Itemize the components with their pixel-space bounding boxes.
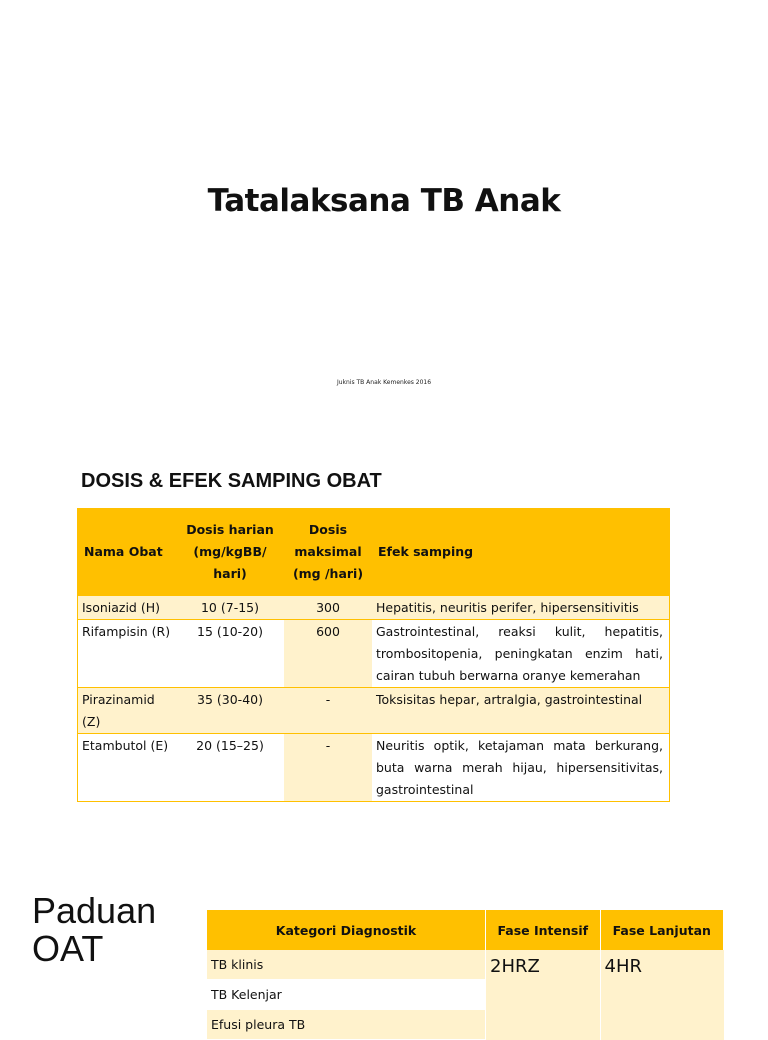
header-daily-line: hari) bbox=[213, 566, 247, 581]
header-drug-name: Nama Obat bbox=[78, 508, 177, 596]
header-intensive: Fase Intensif bbox=[486, 910, 601, 950]
table-row bbox=[78, 596, 670, 620]
max-dose-cell: 600 bbox=[284, 620, 372, 688]
daily-dose-cell: 15 (10-20) bbox=[176, 620, 284, 688]
oat-table-header-row bbox=[207, 910, 724, 950]
side-effect-cell: Neuritis optik, ketajaman mata berkurang, buta warna merah hijau, hipersensitivitas, gastrointestinal bbox=[372, 734, 670, 802]
continuation-phase-cell: 4HR bbox=[600, 950, 723, 1040]
dose-table bbox=[77, 508, 670, 802]
slide-title: Tatalaksana TB Anak bbox=[207, 183, 561, 219]
dose-table-header-row bbox=[78, 508, 670, 596]
side-effect-cell: Gastrointestinal, reaksi kulit, hepatitis, trombositopenia, peningkatan enzim hati, cairan tubuh berwarna oranye kemerahan bbox=[372, 620, 670, 688]
header-max-line: Dosis bbox=[308, 522, 348, 537]
daily-dose-cell: 20 (15–25) bbox=[176, 734, 284, 802]
header-continuation: Fase Lanjutan bbox=[600, 910, 723, 950]
header-side-effects: Efek samping bbox=[372, 508, 670, 596]
oat-heading-line: Paduan bbox=[32, 890, 157, 931]
source-note: Juknis TB Anak Kemenkes 2016 bbox=[336, 379, 432, 386]
drug-name-cell: Isoniazid (H) bbox=[78, 596, 177, 620]
drug-name-cell: Etambutol (E) bbox=[78, 734, 177, 802]
drug-name-cell: Rifampisin (R) bbox=[78, 620, 177, 688]
oat-heading-line: OAT bbox=[32, 928, 104, 969]
daily-dose-cell: 10 (7-15) bbox=[176, 596, 284, 620]
category-cell: TB klinis bbox=[207, 950, 486, 980]
category-cell: TB Kelenjar bbox=[207, 980, 486, 1010]
header-category: Kategori Diagnostik bbox=[207, 910, 486, 950]
daily-dose-cell: 35 (30-40) bbox=[176, 688, 284, 734]
header-daily-dose bbox=[176, 508, 284, 596]
dose-section-heading: DOSIS & EFEK SAMPING OBAT bbox=[81, 470, 382, 492]
header-daily-line: Dosis harian bbox=[186, 522, 274, 537]
header-max-line: maksimal bbox=[294, 544, 362, 559]
table-row bbox=[78, 688, 670, 734]
max-dose-cell: - bbox=[284, 688, 372, 734]
max-dose-cell: - bbox=[284, 734, 372, 802]
header-daily-line: (mg/kgBB/ bbox=[193, 544, 267, 559]
side-effect-cell: Toksisitas hepar, artralgia, gastrointestinal bbox=[372, 688, 670, 734]
drug-name-cell: Pirazinamid (Z) bbox=[78, 688, 177, 734]
header-max-line: (mg /hari) bbox=[292, 566, 364, 581]
oat-section-heading bbox=[32, 892, 156, 968]
oat-table bbox=[207, 910, 724, 1040]
table-row bbox=[207, 950, 724, 980]
table-row bbox=[78, 620, 670, 688]
max-dose-cell: 300 bbox=[284, 596, 372, 620]
intensive-phase-cell: 2HRZ bbox=[486, 950, 601, 1040]
table-row bbox=[78, 734, 670, 802]
side-effect-cell: Hepatitis, neuritis perifer, hipersensitivitis bbox=[372, 596, 670, 620]
header-max-dose bbox=[284, 508, 372, 596]
category-cell: Efusi pleura TB bbox=[207, 1010, 486, 1040]
